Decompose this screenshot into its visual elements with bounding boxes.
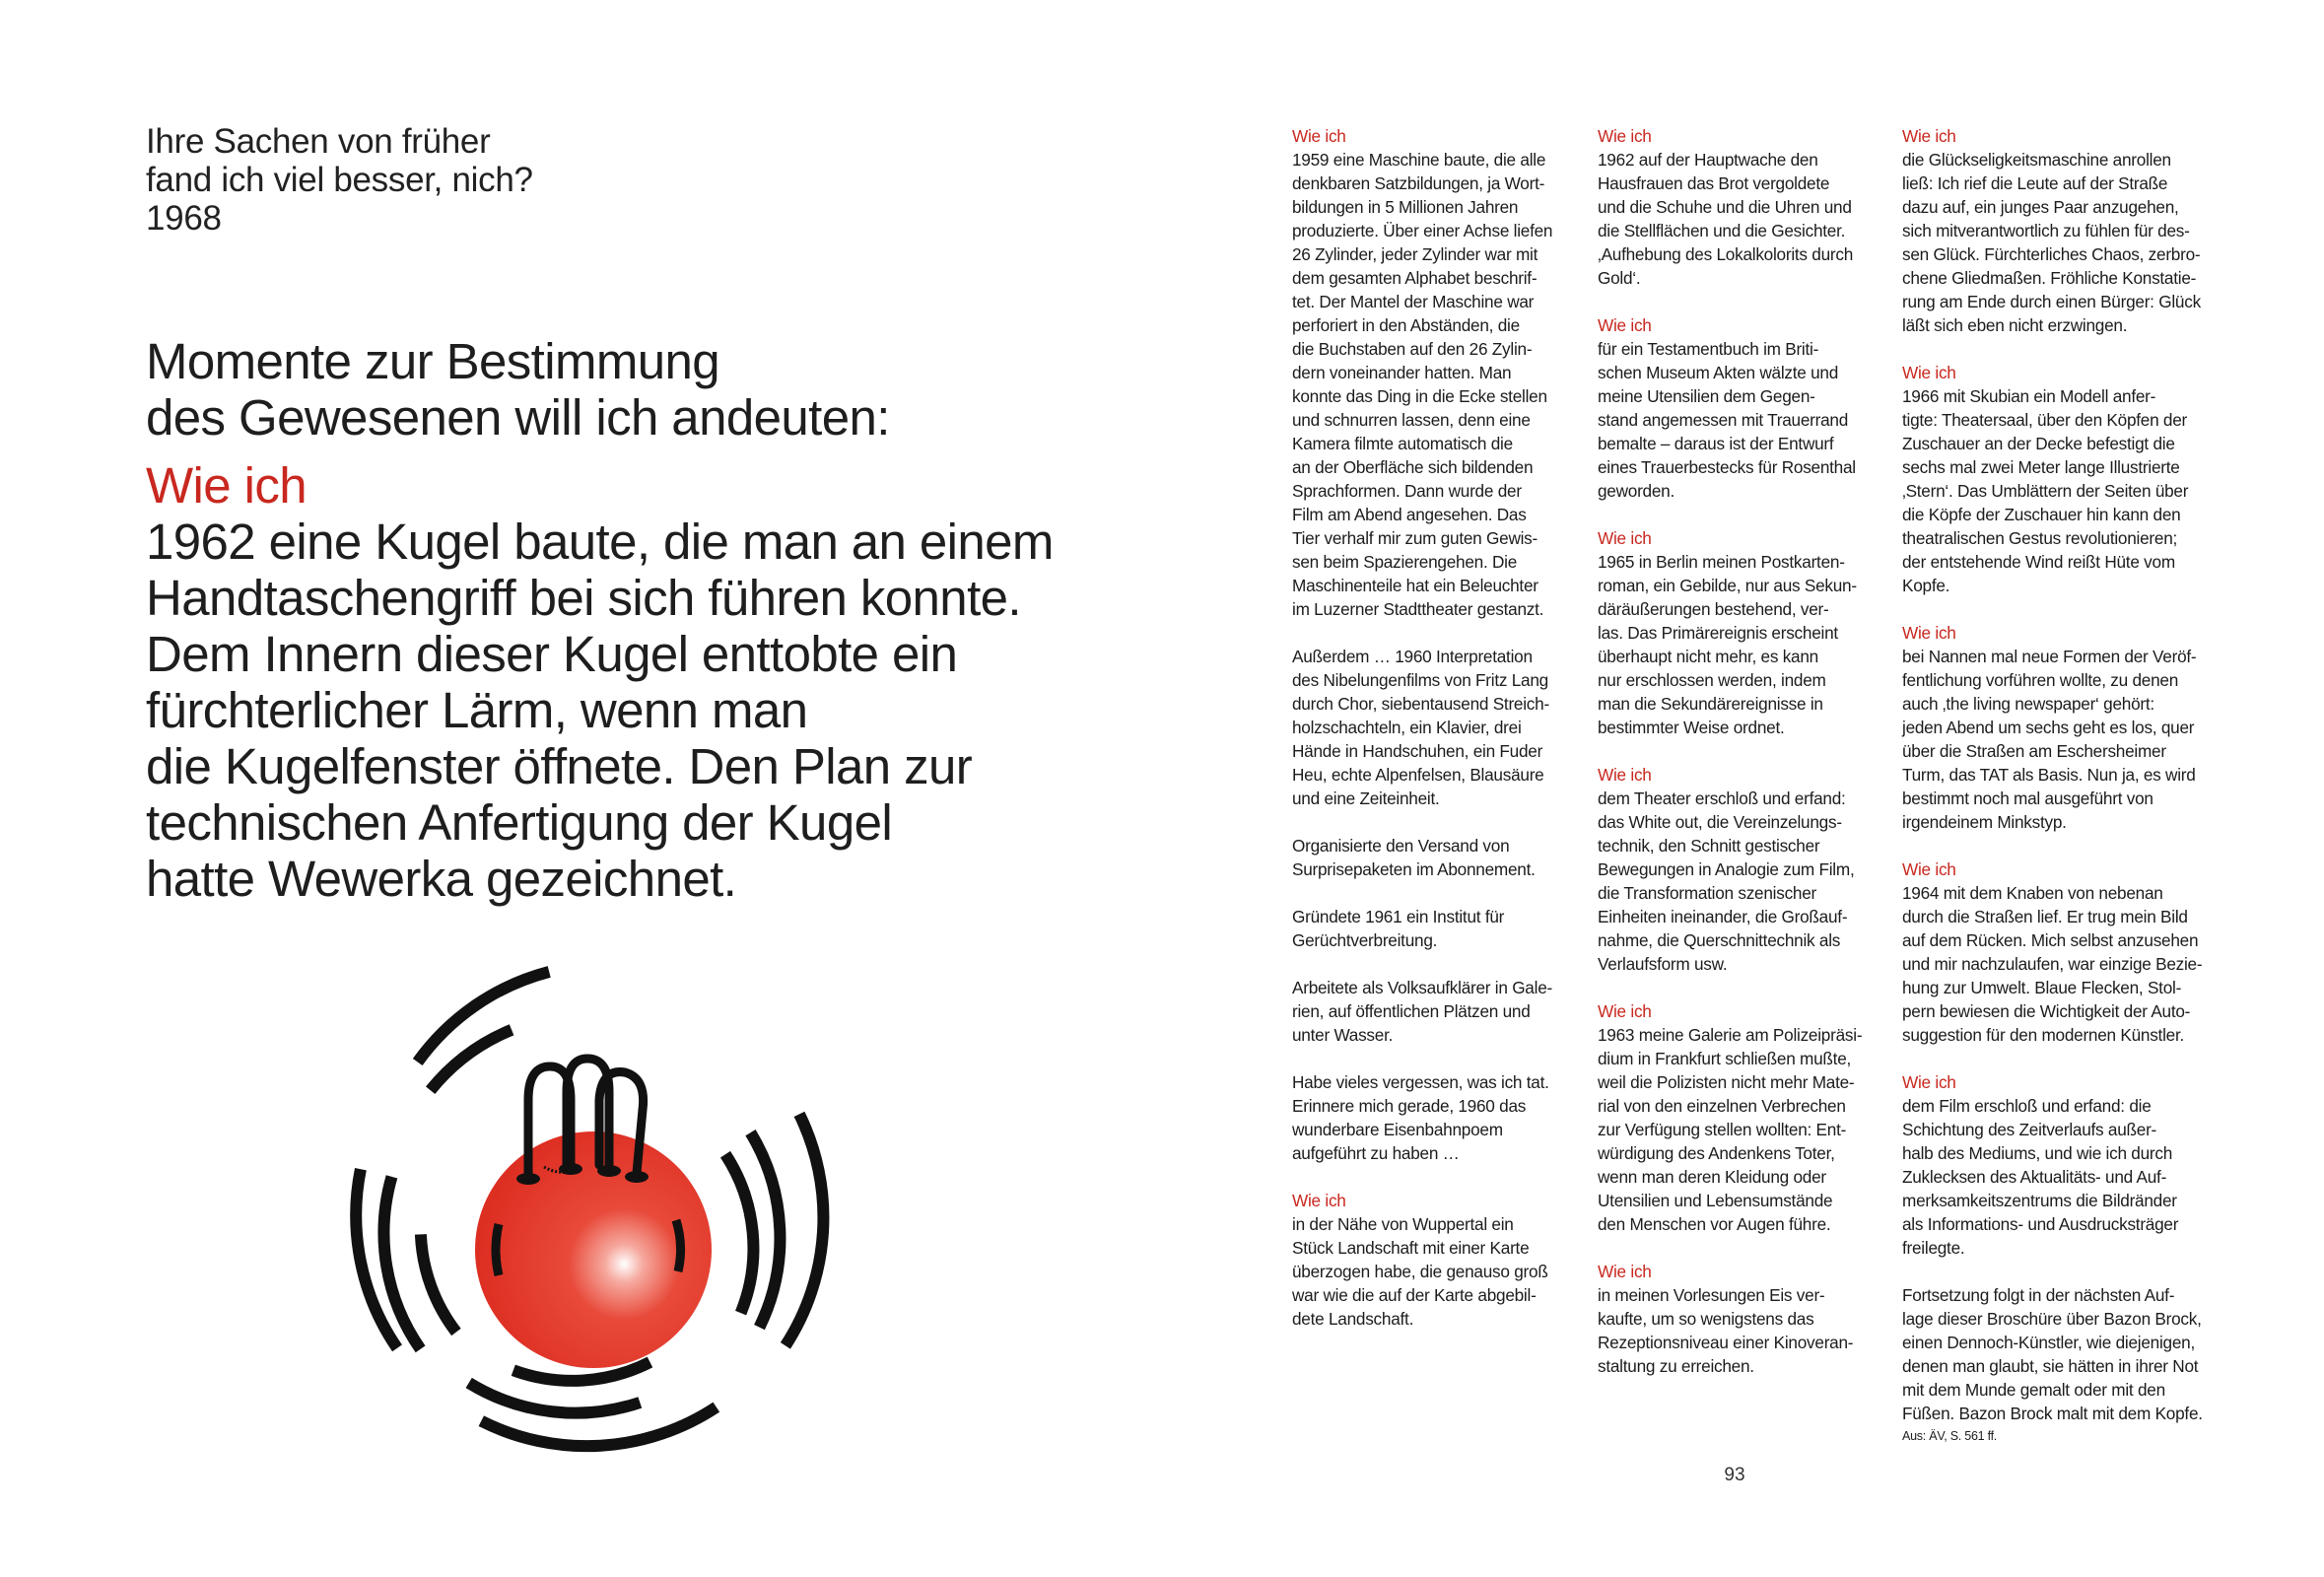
entry-label: Wie ich: [1598, 126, 1652, 146]
entry-line: roman, ein Gebilde, nur aus Sekun-: [1598, 576, 1857, 595]
entry-line: 1966 mit Skubian ein Modell anfer-: [1902, 386, 2156, 406]
entry-line: Habe vieles vergessen, was ich tat.: [1292, 1072, 1549, 1092]
text-entry: [1902, 621, 2197, 834]
entry-line: nur erschlossen werden, indem: [1598, 670, 1826, 690]
text-entry: [1598, 999, 1883, 1236]
entry-line: Sprachformen. Dann wurde der: [1292, 481, 1522, 501]
entry-line: man die Sekundärereignisse in: [1598, 694, 1823, 714]
entry-line: stand angemessen mit Trauerrand: [1598, 410, 1849, 430]
entry-line: über die Straßen am Eschersheimer: [1902, 741, 2166, 761]
entry-line: technik, den Schnitt gestischer: [1598, 836, 1820, 856]
entry-line: Fortsetzung folgt in der nächsten Auf-: [1902, 1285, 2175, 1305]
entry-line: Bewegungen in Analogie zum Film,: [1598, 859, 1855, 879]
entry-line: tet. Der Mantel der Maschine war: [1292, 292, 1535, 311]
heading-line: fand ich viel besser, nich?: [146, 161, 533, 199]
text-column-3: [1902, 124, 2203, 1445]
entry-line: nahme, die Querschnittechnik als: [1598, 930, 1841, 950]
entry-line: mit dem Munde gemalt oder mit den: [1902, 1380, 2165, 1400]
entry-line: konnte das Ding in die Ecke stellen: [1292, 386, 1547, 406]
lead-line: Dem Innern dieser Kugel enttobte ein: [146, 626, 958, 682]
entry-line: weil die Polizisten nicht mehr Mate-: [1598, 1072, 1855, 1092]
entry-label: Wie ich: [1292, 126, 1346, 146]
entry-line: sen beim Spazierengehen. Die: [1292, 552, 1518, 572]
text-entry: [1292, 124, 1578, 621]
entry-line: suggestion für den modernen Künstler.: [1902, 1025, 2184, 1045]
entry-line: Arbeitete als Volksaufklärer in Gale-: [1292, 978, 1552, 997]
entry-line: Einheiten ineinander, die Großauf-: [1598, 907, 1848, 926]
entry-label: Wie ich: [1902, 126, 1956, 146]
entry-line: überzogen habe, die genauso groß: [1292, 1262, 1548, 1281]
intro-line: Momente zur Bestimmung: [146, 333, 720, 389]
entry-line: däräußerungen bestehend, ver-: [1598, 599, 1829, 619]
entry-line: für ein Testamentbuch im Briti-: [1598, 339, 1819, 359]
text-entry: [1292, 645, 1578, 810]
entry-line: Gründete 1961 ein Institut für: [1292, 907, 1505, 926]
lead-line: Handtaschengriff bei sich führen konnte.: [146, 570, 1021, 626]
entry-line: Film am Abend angesehen. Das: [1292, 505, 1527, 524]
entry-line: Maschinenteile hat ein Beleuchter: [1292, 576, 1538, 595]
ball: [475, 1131, 712, 1368]
entry-line: und eine Zeiteinheit.: [1292, 788, 1440, 808]
entry-line: Erinnere mich gerade, 1960 das: [1292, 1096, 1527, 1116]
entry-line: sich mitverantwortlich zu fühlen für des-: [1902, 221, 2190, 240]
text-entry: [1902, 857, 2203, 1047]
entry-line: und schnurren lassen, denn eine: [1292, 410, 1531, 430]
entry-line: das White out, die Vereinzelungs-: [1598, 812, 1842, 832]
entry-line: ‚Stern‘. Das Umblättern der Seiten über: [1902, 481, 2189, 501]
entry-line: chene Gliedmaßen. Fröhliche Konstatie-: [1902, 268, 2197, 288]
entry-line: war wie die auf der Karte abgebil-: [1292, 1285, 1537, 1305]
entry-line: Gold‘.: [1598, 268, 1641, 288]
entry-line: las. Das Primärereignis erscheint: [1598, 623, 1838, 643]
entry-line: wenn man deren Kleidung oder: [1598, 1167, 1826, 1187]
entry-line: Hausfrauen das Brot vergoldete: [1598, 173, 1830, 193]
entry-line: dem Theater erschloß und erfand:: [1598, 788, 1846, 808]
entry-line: Gerüchtverbreitung.: [1292, 930, 1438, 950]
text-entry: [1598, 763, 1883, 976]
heading-line: Ihre Sachen von früher: [146, 122, 491, 161]
text-column-1: [1292, 124, 1578, 1354]
entry-line: wunderbare Eisenbahnpoem: [1292, 1120, 1503, 1139]
entry-line: produzierte. Über einer Achse liefen: [1292, 221, 1553, 240]
entry-line: in der Nähe von Wuppertal ein: [1292, 1214, 1514, 1234]
entry-line: denen man glaubt, sie hätten in ihrer Not: [1902, 1356, 2199, 1376]
entry-label: Wie ich: [1598, 528, 1652, 548]
entry-line: den Menschen vor Augen führe.: [1598, 1214, 1831, 1234]
entry-line: dete Landschaft.: [1292, 1309, 1414, 1329]
entry-line: denkbaren Satzbildungen, ja Wort-: [1292, 173, 1545, 193]
entry-line: als Informations- und Ausdrucksträger: [1902, 1214, 2179, 1234]
entry-line: Hände in Handschuhen, ein Fuder: [1292, 741, 1543, 761]
section-heading: [146, 122, 737, 238]
entry-line: durch Chor, siebentausend Streich-: [1292, 694, 1549, 714]
source-note: Aus: ÄV, S. 561 ff.: [1902, 1429, 1998, 1443]
entry-line: Rezeptionsniveau einer Kinoveran-: [1598, 1333, 1854, 1352]
entry-line: dium in Frankfurt schließen mußte,: [1598, 1049, 1852, 1068]
entry-line: Füßen. Bazon Brock malt mit dem Kopfe.: [1902, 1404, 2203, 1423]
entry-line: Organisierte den Versand von: [1292, 836, 1510, 856]
lead-line: 1962 eine Kugel baute, die man an einem: [146, 514, 1054, 570]
entry-line: bei Nannen mal neue Formen der Veröf-: [1902, 647, 2197, 666]
entry-line: die Buchstaben auf den 26 Zylin-: [1292, 339, 1533, 359]
entry-line: an der Oberfläche sich bildenden: [1292, 457, 1534, 477]
entry-line: 1964 mit dem Knaben von nebenan: [1902, 883, 2163, 903]
entry-line: unter Wasser.: [1292, 1025, 1394, 1045]
intro-text: [146, 333, 1131, 446]
entry-line: Tier verhalf mir zum guten Gewis-: [1292, 528, 1538, 548]
entry-line: rien, auf öffentlichen Plätzen und: [1292, 1001, 1531, 1021]
entry-line: überhaupt nicht mehr, es kann: [1598, 647, 1818, 666]
entry-label: Wie ich: [1598, 1001, 1652, 1021]
text-entry: [1902, 124, 2201, 337]
entry-line: ließ: Ich rief die Leute auf der Straße: [1902, 173, 2168, 193]
entry-line: aufgeführt zu haben …: [1292, 1143, 1460, 1163]
entry-line: die Stellflächen und die Gesichter.: [1598, 221, 1846, 240]
entry-line: dern voneinander hatten. Man: [1292, 363, 1512, 382]
text-entry: [1292, 834, 1578, 881]
page-number: 93: [1724, 1465, 1745, 1485]
text-entry: [1902, 1283, 2203, 1425]
entry-line: dem gesamten Alphabet beschrif-: [1292, 268, 1538, 288]
entry-line: in meinen Vorlesungen Eis ver-: [1598, 1285, 1825, 1305]
entry-line: im Luzerner Stadttheater gestanzt.: [1292, 599, 1544, 619]
entry-line: 1962 auf der Hauptwache den: [1598, 150, 1818, 170]
entry-line: geworden.: [1598, 481, 1675, 501]
entry-line: lage dieser Broschüre über Bazon Brock,: [1902, 1309, 2202, 1329]
heading-year: 1968: [146, 199, 222, 238]
text-entry: [1292, 1070, 1578, 1165]
entry-label: Wie ich: [1598, 315, 1652, 335]
entry-line: auch ‚the living newspaper‘ gehört:: [1902, 694, 2154, 714]
entry-line: 26 Zylinder, jeder Zylinder war mit: [1292, 244, 1538, 264]
entry-line: jeden Abend um sechs geht es los, quer: [1902, 718, 2195, 737]
entry-line: kaufte, um so wenigstens das: [1598, 1309, 1814, 1329]
entry-line: Schichtung des Zeitverlaufs außer-: [1902, 1120, 2157, 1139]
entry-line: bestimmt noch mal ausgeführt von: [1902, 788, 2153, 808]
entry-line: würdigung des Andenkens Toter,: [1598, 1143, 1835, 1163]
entry-line: der entstehende Wind reißt Hüte vom: [1902, 552, 2175, 572]
entry-line: fentlichung vorführen wollte, zu denen: [1902, 670, 2179, 690]
entry-line: halb des Mediums, und wie ich durch: [1902, 1143, 2173, 1163]
entry-line: eines Trauerbestecks für Rosenthal: [1598, 457, 1856, 477]
lead-label: Wie ich: [146, 457, 307, 514]
entry-line: irgendeinem Minkstyp.: [1902, 812, 2067, 832]
entry-line: pern bewiesen die Wichtigkeit der Auto-: [1902, 1001, 2191, 1021]
text-entry: [1292, 1189, 1578, 1331]
entry-line: Turm, das TAT als Basis. Nun ja, es wird: [1902, 765, 2196, 785]
text-column-2: [1598, 124, 1883, 1402]
entry-label: Wie ich: [1598, 1262, 1652, 1281]
text-entry: [1902, 361, 2188, 597]
intro-line: des Gewesenen will ich andeuten:: [146, 389, 890, 446]
entry-line: ‚Aufhebung des Lokalkolorits durch: [1598, 244, 1854, 264]
text-entry: [1598, 526, 1883, 739]
entry-line: rial von den einzelnen Verbrechen: [1598, 1096, 1846, 1116]
text-entry: [1292, 976, 1578, 1047]
entry-line: staltung zu erreichen.: [1598, 1356, 1754, 1376]
entry-line: Kamera filmte automatisch die: [1292, 434, 1513, 453]
text-entry: [1902, 1070, 2188, 1260]
entry-line: Verlaufsform usw.: [1598, 954, 1728, 974]
entry-line: Außerdem … 1960 Interpretation: [1292, 647, 1533, 666]
entry-line: tigte: Theatersaal, über den Köpfen der: [1902, 410, 2188, 430]
entry-line: Heu, echte Alpenfelsen, Blausäure: [1292, 765, 1544, 785]
entry-line: läßt sich eben nicht erzwingen.: [1902, 315, 2128, 335]
lead-text: [146, 333, 1131, 907]
entry-line: bemalte – daraus ist der Entwurf: [1598, 434, 1834, 453]
entry-label: Wie ich: [1902, 1072, 1956, 1092]
entry-line: hung zur Umwelt. Blaue Flecken, Stol-: [1902, 978, 2182, 997]
entry-line: durch die Straßen lief. Er trug mein Bild: [1902, 907, 2188, 926]
entry-line: dem Film erschloß und erfand: die: [1902, 1096, 2152, 1116]
entry-line: Zuklecksen des Aktualitäts- und Auf-: [1902, 1167, 2167, 1187]
entry-line: meine Utensilien dem Gegen-: [1598, 386, 1815, 406]
entry-line: schen Museum Akten wälzte und: [1598, 363, 1839, 382]
entry-line: 1959 eine Maschine baute, die alle: [1292, 150, 1546, 170]
entry-line: Surprisepaketen im Abonnement.: [1292, 859, 1536, 879]
entry-line: merksamkeitszentrums die Bildränder: [1902, 1191, 2177, 1210]
entry-line: freilegte.: [1902, 1238, 1965, 1258]
entry-line: sen Glück. Fürchterliches Chaos, zerbro-: [1902, 244, 2201, 264]
text-entry: [1598, 313, 1883, 503]
entry-line: die Glückseligkeitsmaschine anrollen: [1902, 150, 2171, 170]
entry-line: des Nibelungenfilms von Fritz Lang: [1292, 670, 1548, 690]
lead-line: technischen Anfertigung der Kugel: [146, 794, 893, 851]
entry-label: Wie ich: [1902, 363, 1956, 382]
entry-label: Wie ich: [1292, 1191, 1346, 1210]
entry-line: 1965 in Berlin meinen Postkarten-: [1598, 552, 1845, 572]
entry-label: Wie ich: [1902, 623, 1956, 643]
lead-line: fürchterlicher Lärm, wenn man: [146, 682, 808, 738]
entry-line: dazu auf, ein junges Paar anzugehen,: [1902, 197, 2179, 217]
entry-line: auf dem Rücken. Mich selbst anzusehen: [1902, 930, 2199, 950]
text-entry: [1598, 1260, 1883, 1378]
entry-line: Stück Landschaft mit einer Karte: [1292, 1238, 1530, 1258]
entry-line: 1963 meine Galerie am Polizeipräsi-: [1598, 1025, 1863, 1045]
entry-line: Zuschauer an der Decke befestigt die: [1902, 434, 2175, 453]
text-entry: [1292, 905, 1578, 952]
entry-line: Utensilien und Lebensumstände: [1598, 1191, 1833, 1210]
text-entry: [1598, 124, 1883, 290]
entry-line: zur Verfügung stellen wollten: Ent-: [1598, 1120, 1847, 1139]
entry-line: sechs mal zwei Meter lange Illustrierte: [1902, 457, 2180, 477]
entry-line: theatralischen Gestus revolutionieren;: [1902, 528, 2178, 548]
entry-line: holzschachteln, ein Klavier, drei: [1292, 718, 1522, 737]
entry-line: bestimmter Weise ordnet.: [1598, 718, 1785, 737]
entry-line: die Köpfe der Zuschauer hin kann den: [1902, 505, 2181, 524]
entry-line: rung am Ende durch einen Bürger: Glück: [1902, 292, 2201, 311]
entry-line: bildungen in 5 Millionen Jahren: [1292, 197, 1519, 217]
entry-line: einen Dennoch-Künstler, wie diejenigen,: [1902, 1333, 2195, 1352]
entry-line: und mir nachzulaufen, war einzige Bezie-: [1902, 954, 2203, 974]
entry-label: Wie ich: [1902, 859, 1956, 879]
entry-line: und die Schuhe und die Uhren und: [1598, 197, 1852, 217]
lead-line: die Kugelfenster öffnete. Den Plan zur: [146, 738, 973, 794]
entry-line: die Transformation szenischer: [1598, 883, 1817, 903]
entry-line: Kopfe.: [1902, 576, 1950, 595]
entry-line: perforiert in den Abständen, die: [1292, 315, 1520, 335]
noise-ball-icon: [315, 936, 867, 1488]
lead-line: hatte Wewerka gezeichnet.: [146, 851, 737, 907]
entry-label: Wie ich: [1598, 765, 1652, 785]
